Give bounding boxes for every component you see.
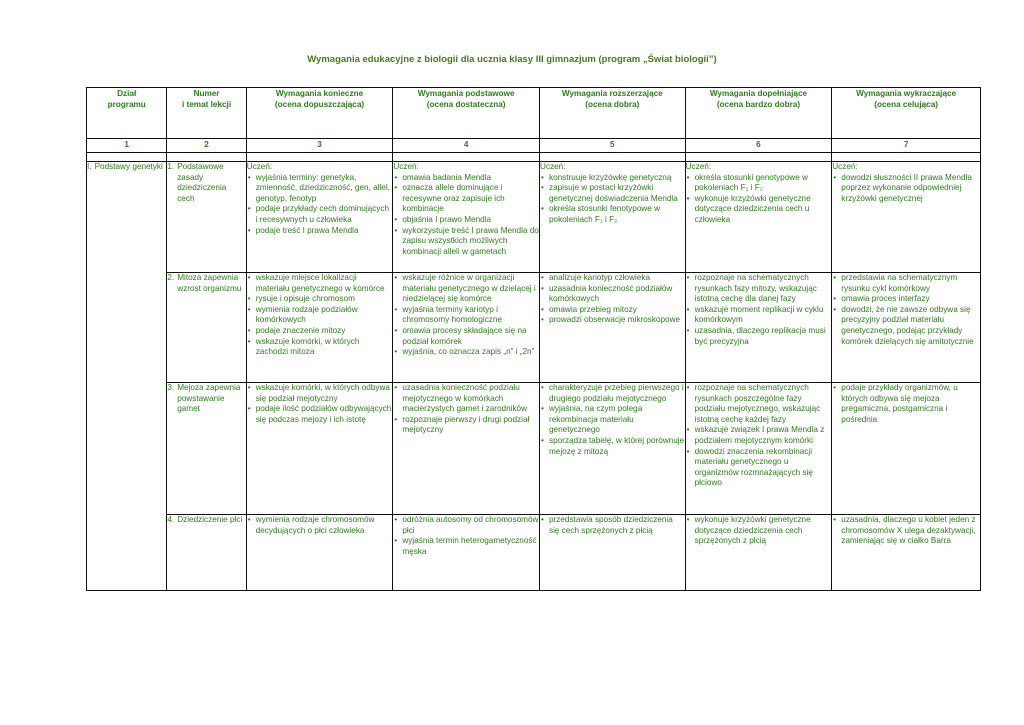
requirement-item: • uzasadnia, dlaczego replikacja musi być precyzyjna [686, 326, 832, 347]
requirement-item: • wskazuje związek I prawa Mendla z podziałem mejotycznym komórki [686, 425, 832, 446]
requirement-item: • podaje treść I prawa Mendla [247, 226, 393, 237]
requirement-list [540, 383, 685, 457]
requirements-table [86, 87, 981, 591]
requirement-item: • podaje znaczenie mitozy [247, 326, 393, 337]
requirement-item: • podaje ilość podziałów odbywających się podczas mejozy i ich istotę [247, 404, 393, 425]
requirement-list [393, 273, 539, 358]
topic-number: 1. [167, 162, 175, 171]
requirement-cell [685, 273, 832, 383]
column-number-row [87, 139, 981, 153]
section-name: Podstawy genetyki [94, 162, 163, 171]
requirement-item: • wskazuje różnice w organizacji materiału genetycznego w dzielącej i niedzielącej się komórce [393, 273, 539, 305]
spacer-row [87, 153, 981, 162]
requirement-cell [246, 162, 393, 273]
requirement-cell [393, 273, 540, 383]
header-cell [393, 88, 540, 139]
requirement-cell [539, 273, 685, 383]
requirement-item: • wskazuje komórki, w których zachodzi mitoza [247, 337, 393, 358]
requirement-item: • wyjaśnia, na czym polega rekombinacja materiału genetycznego [540, 404, 685, 436]
requirement-cell [393, 515, 540, 591]
requirement-list [686, 515, 832, 547]
topic-title: Podstawowe zasady dziedziczenia cech [177, 162, 227, 203]
header-label: Dział [117, 89, 137, 98]
requirement-item: • wykonuje krzyżówki genetyczne dotyczące dziedziczenia cech u człowieka [686, 194, 832, 226]
column-number: 3 [246, 139, 393, 153]
requirement-item: • rozpoznaje na schematycznych rysunkach poszczególne fazy podziału mejotycznego, wskazując istotną cechę każdej fazy [686, 383, 832, 425]
requirement-list [540, 515, 685, 536]
header-cell [539, 88, 685, 139]
requirement-item: • wyjaśnia termin heterogametyczność męska [393, 536, 539, 557]
requirement-item: • rozpoznaje pierwszy i drugi podział mejotyczny [393, 415, 539, 436]
requirement-list [540, 273, 685, 326]
table-body [87, 162, 981, 591]
header-label: programu [107, 100, 146, 109]
requirement-list [247, 383, 393, 425]
requirement-item: • przedstawia na schematycznym rysunku cykl komórkowy [832, 273, 980, 294]
header-label: (ocena dopuszczająca) [274, 100, 365, 109]
topic-number: 3. [167, 383, 175, 392]
requirement-item: • uzasadnia konieczność podziału mejotycznego w komórkach macierzystych gamet i zarodników [393, 383, 539, 415]
requirement-list [540, 173, 685, 226]
requirement-item: • oznacza allele dominujące i recesywne oraz zapisuje ich kombinacje [393, 183, 539, 215]
requirement-cell [539, 383, 685, 515]
requirement-item: • objaśnia I prawo Mendla [393, 215, 539, 226]
cell-lead: Uczeń: [685, 162, 712, 171]
requirement-item: • dowodzi słuszności II prawa Mendla poprzez wykonanie odpowiedniej krzyżówki genetycznej [832, 173, 980, 205]
requirement-cell [246, 383, 393, 515]
requirement-item: • wykorzystuje treść I prawa Mendla do zapisu wszystkich możliwych kombinacji alleli w gametach [393, 226, 539, 258]
requirement-cell [393, 162, 540, 273]
requirement-item: • wymienia rodzaje chromosomów decydujących o płci człowieka [247, 515, 393, 536]
header-cell [87, 88, 167, 139]
column-number: 6 [685, 139, 832, 153]
requirement-item: • prowadzi obserwacje mikroskopowe [540, 315, 685, 326]
topic-title: Mitoza zapewnia wzrost organizmu [177, 273, 242, 293]
table-row [87, 273, 981, 383]
page-title: Wymagania edukacyjne z biologii dla ucznia klasy III gimnazjum (program „Świat biologii”) [307, 54, 717, 65]
requirement-item: • omawia proces interfazy [832, 294, 980, 305]
requirement-item: • określa stosunki genotypowe w pokoleniach F₁ i F₂ [686, 173, 832, 194]
header-label: i temat lekcji [181, 100, 232, 109]
section-number: I. [87, 162, 92, 171]
cell-lead: Uczeń: [539, 162, 566, 171]
header-label: Numer [193, 89, 220, 98]
topic-number: 2. [167, 273, 175, 282]
requirement-cell [685, 162, 832, 273]
requirement-item: • podaje przykłady cech dominujących i recesywnych u człowieka [247, 204, 393, 225]
section-cell [87, 162, 167, 591]
requirement-list [247, 273, 393, 358]
requirement-list [393, 515, 539, 557]
requirement-list [247, 173, 393, 237]
column-number: 2 [167, 139, 246, 153]
requirement-item: • dowodzi, że nie zawsze odbywa się precyzyjny podział materiału genetycznego, podając przykłady komórek dzielących się amitotycznie [832, 305, 980, 347]
requirement-list [832, 383, 980, 425]
requirement-cell [832, 383, 981, 515]
requirement-list [247, 515, 393, 536]
header-label: (ocena bardzo dobra) [716, 100, 801, 109]
requirement-item: • omawia procesy składające się na podział komórek [393, 326, 539, 347]
header-label: Wymagania wykraczające [856, 89, 957, 98]
requirement-cell [539, 162, 685, 273]
column-number: 4 [393, 139, 540, 153]
header-label: Wymagania podstawowe [417, 89, 515, 98]
requirement-list [686, 383, 832, 489]
topic-title: Dziedziczenie płci [177, 515, 243, 524]
topic-title: Mejoza zapewnia powstawanie gamet [177, 383, 241, 414]
requirement-item: • dowodzi znaczenia rekombinacji materiału genetycznego u organizmów rozmnażających się płciowo [686, 447, 832, 489]
topic-cell [167, 162, 246, 273]
requirement-item: • uzasadnia konieczność podziałów komórkowych [540, 284, 685, 305]
requirement-cell [685, 515, 832, 591]
cell-lead: Uczeń: [832, 162, 858, 171]
requirement-item: • uzasadnia, dlaczego u kobiet jeden z chromosomów X ulega dezaktywacji, zamieniając się w ciałko Barra [832, 515, 980, 547]
requirement-cell [246, 515, 393, 591]
requirement-item: • sporządza tabelę, w której porównuje mejozę z mitozą [540, 436, 685, 457]
header-label: (ocena dostateczna) [426, 100, 506, 109]
table-row [87, 383, 981, 515]
header-cell [685, 88, 832, 139]
requirement-list [832, 515, 980, 547]
requirement-item: • wymienia rodzaje podziałów komórkowych [247, 305, 393, 326]
requirement-item: • podaje przykłady organizmów, u których odbywa się mejoza pregamiczna, postgamiczna i pośrednia [832, 383, 980, 425]
requirement-item: • odróżnia autosomy od chromosomów płci [393, 515, 539, 536]
requirement-item: • wyjaśnia, co oznacza zapis „n” i „2n” [393, 347, 539, 358]
topic-cell [167, 273, 246, 383]
requirement-item: • wyjaśnia terminy kariotyp i chromosomy homologiczne [393, 305, 539, 326]
requirement-item: • rozpoznaje na schematycznych rysunkach fazy mitozy, wskazując istotną cechę dla danej fazy [686, 273, 832, 305]
header-label: Wymagania rozszerzające [561, 89, 663, 98]
requirement-cell [393, 383, 540, 515]
cell-lead: Uczeń: [393, 162, 419, 171]
requirement-item: • analizuje kariotyp człowieka [540, 273, 685, 284]
requirement-list [832, 173, 980, 205]
requirement-item: • określa stosunki fenotypowe w pokoleniach F₁ i F₂ [540, 204, 685, 225]
requirement-cell [832, 162, 981, 273]
header-row [87, 88, 981, 139]
topic-cell [167, 515, 246, 591]
requirement-cell [832, 515, 981, 591]
requirement-item: • wskazuje moment replikacji w cyklu komórkowym [686, 305, 832, 326]
header-label: Wymagania dopełniające [709, 89, 808, 98]
requirement-cell [246, 273, 393, 383]
requirement-item: • konstruuje krzyżówkę genetyczną [540, 173, 685, 184]
table-row [87, 162, 981, 273]
header-label: Wymagania konieczne [275, 89, 364, 98]
requirement-item: • omawia badania Mendla [393, 173, 539, 184]
requirement-cell [685, 383, 832, 515]
requirement-item: • wskazuje miejsce lokalizacji materiału genetycznego w komórce [247, 273, 393, 294]
topic-number: 4. [167, 515, 175, 524]
topic-cell [167, 383, 246, 515]
requirement-list [686, 273, 832, 347]
header-cell [246, 88, 393, 139]
requirement-list [393, 383, 539, 436]
header-label: (ocena celująca) [874, 100, 938, 109]
requirement-item: • rysuje i opisuje chromosom [247, 294, 393, 305]
header-label: (ocena dobra) [585, 100, 640, 109]
column-number: 7 [832, 139, 981, 153]
requirement-list [832, 273, 980, 347]
column-number: 5 [539, 139, 685, 153]
cell-lead: Uczeń: [246, 162, 273, 171]
header-cell [832, 88, 981, 139]
column-number: 1 [87, 139, 167, 153]
requirement-cell [832, 273, 981, 383]
requirement-cell [539, 515, 685, 591]
requirement-list [686, 173, 832, 226]
requirement-item: • wskazuje komórki, w których odbywa się podział mejotyczny [247, 383, 393, 404]
requirement-item: • wyjaśnia terminy: genetyka, zmienność, dziedziczność, gen, allel, genotyp, fenotyp [247, 173, 393, 205]
header-cell [167, 88, 246, 139]
requirement-list [393, 173, 539, 258]
requirement-item: • charakteryzuje przebieg pierwszego i drugiego podziału mejotycznego [540, 383, 685, 404]
requirement-item: • wykonuje krzyżówki genetyczne dotyczące dziedziczenia cech sprzężonych z płcią [686, 515, 832, 547]
requirement-item: • omawia przebieg mitozy [540, 305, 685, 316]
table-row [87, 515, 981, 591]
requirement-item: • zapisuje w postaci krzyżówki genetycznej doświadczenia Mendla [540, 183, 685, 204]
requirement-item: • przedstawia sposób dziedziczenia się cech sprzężonych z płcią [540, 515, 685, 536]
